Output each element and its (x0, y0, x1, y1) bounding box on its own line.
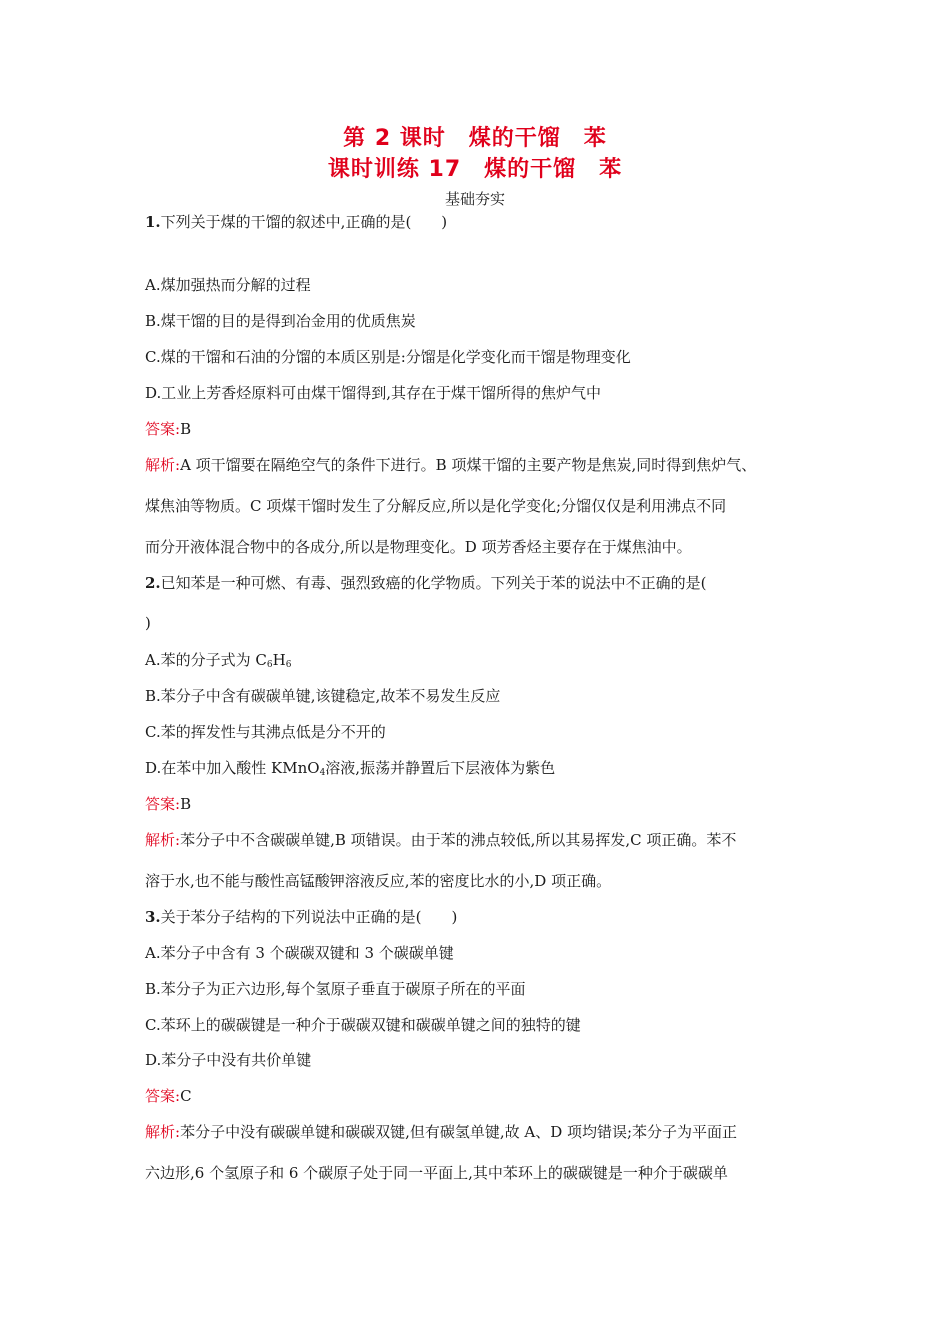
question-3-option-a: A.苯分子中含有 3 个碳碳双键和 3 个碳碳单键 (145, 944, 454, 962)
question-2-text: 已知苯是一种可燃、有毒、强烈致癌的化学物质。下列关于苯的说法中不正确的是( (160, 574, 707, 592)
question-2-stem (145, 573, 815, 593)
question-3-analysis-line-2: 六边形,6 个氢原子和 6 个碳原子处于同一平面上,其中苯环上的碳碳键是一种介于碳碳单 (145, 1164, 728, 1182)
question-2-analysis-line-1 (145, 830, 815, 850)
question-1-analysis-line-2: 煤焦油等物质。C 项煤干馏时发生了分解反应,所以是化学变化;分馏仅仅是利用沸点不同 (145, 497, 727, 515)
question-3-analysis-line-1 (145, 1122, 815, 1142)
answer-label: 答案: (145, 1087, 181, 1105)
question-1-analysis-line-3: 而分开液体混合物中的各成分,所以是物理变化。D 项芳香烃主要存在于煤焦油中。 (145, 538, 692, 556)
question-1-text: 下列关于煤的干馏的叙述中,正确的是( ) (160, 213, 448, 231)
analysis-label: 解析: (145, 456, 181, 474)
question-3-number: 3. (145, 908, 161, 926)
question-1-analysis-line-1 (145, 455, 815, 475)
answer-label: 答案: (145, 420, 181, 438)
exercise-title: 课时训练 17 煤的干馏 苯 (327, 157, 623, 182)
question-1-number: 1. (145, 213, 161, 231)
analysis-label: 解析: (145, 831, 181, 849)
question-3-text: 关于苯分子结构的下列说法中正确的是( ) (160, 908, 458, 926)
question-3-option-d: D.苯分子中没有共价单键 (145, 1051, 312, 1069)
question-3-option-b: B.苯分子为正六边形,每个氢原子垂直于碳原子所在的平面 (145, 980, 526, 998)
question-1-option-b: B.煤干馏的目的是得到冶金用的优质焦炭 (145, 312, 416, 330)
question-1-answer (145, 419, 815, 439)
analysis-text: 苯分子中没有碳碳单键和碳碳双键,但有碳氢单键,故 A、D 项均错误;苯分子为平面正 (180, 1123, 738, 1141)
question-2-stem-continued: ) (145, 614, 151, 632)
question-1-stem (145, 212, 815, 232)
analysis-label: 解析: (145, 1123, 181, 1141)
question-2-option-c: C.苯的挥发性与其沸点低是分不开的 (145, 723, 386, 741)
question-1-option-d: D.工业上芳香烃原料可由煤干馏得到,其存在于煤干馏所得的焦炉气中 (145, 384, 602, 402)
answer-label: 答案: (145, 795, 181, 813)
question-1-option-c: C.煤的干馏和石油的分馏的本质区别是:分馏是化学变化而干馏是物理变化 (145, 348, 631, 366)
analysis-text: 苯分子中不含碳碳单键,B 项错误。由于苯的沸点较低,所以其易挥发,C 项正确。苯不 (180, 831, 737, 849)
question-2-analysis-line-2: 溶于水,也不能与酸性高锰酸钾溶液反应,苯的密度比水的小,D 项正确。 (145, 872, 612, 890)
question-2-option-a: A.苯的分子式为 $C_6H_6$ (145, 651, 292, 670)
question-3-stem (145, 907, 815, 927)
question-2-answer (145, 794, 815, 814)
lesson-title: 第 2 课时 煤的干馏 苯 (343, 126, 607, 151)
answer-value: B (180, 795, 192, 813)
section-heading: 基础夯实 (444, 190, 505, 208)
question-3-answer (145, 1086, 815, 1106)
answer-value: B (180, 420, 192, 438)
analysis-text: A 项干馏要在隔绝空气的条件下进行。B 项煤干馏的主要产物是焦炭,同时得到焦炉气、 (180, 456, 757, 474)
question-2-number: 2. (145, 574, 161, 592)
question-2-option-b: B.苯分子中含有碳碳单键,该键稳定,故苯不易发生反应 (145, 687, 501, 705)
question-2-option-d: D.在苯中加入酸性 KMnO$_4$溶液,振荡并静置后下层液体为紫色 (145, 759, 556, 778)
question-1-option-a: A.煤加强热而分解的过程 (145, 276, 311, 294)
question-3-option-c: C.苯环上的碳碳键是一种介于碳碳双键和碳碳单键之间的独特的键 (145, 1016, 581, 1034)
answer-value: C (180, 1087, 192, 1105)
